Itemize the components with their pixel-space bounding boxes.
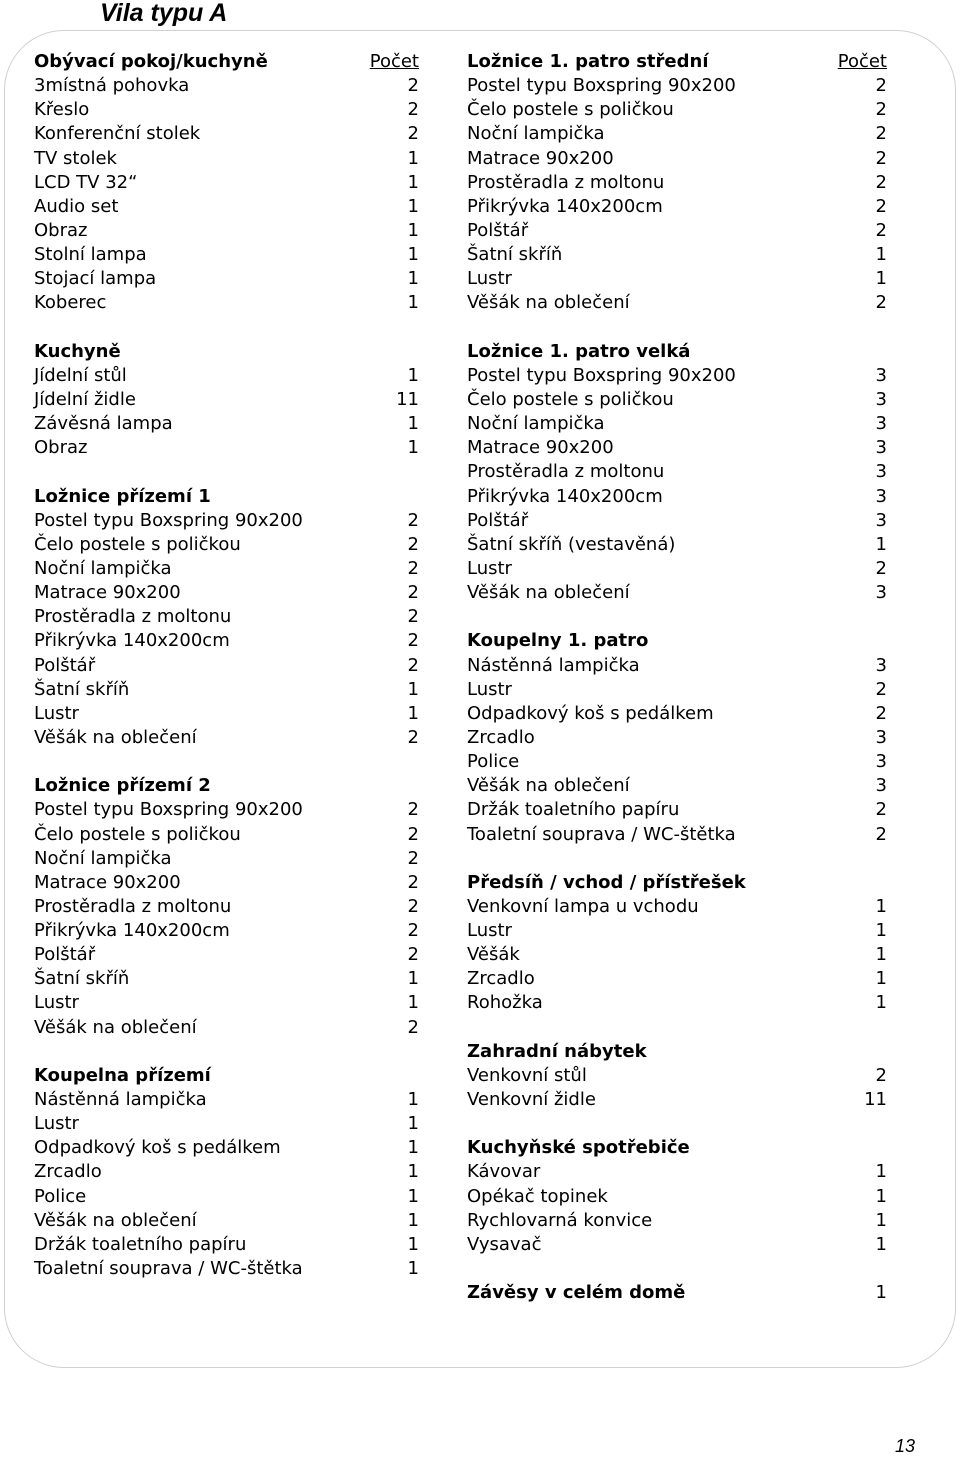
item-count: 2	[875, 147, 887, 169]
inventory-row	[467, 750, 887, 774]
item-name: Prostěradla z moltonu	[34, 606, 232, 628]
section-heading-text: Ložnice přízemí 2	[34, 775, 211, 797]
item-name: Křeslo	[34, 99, 90, 121]
item-name: Prostěradla z moltonu	[467, 461, 665, 483]
item-count: 2	[407, 1016, 419, 1038]
item-name: Vysavač	[467, 1233, 542, 1255]
item-name: TV stolek	[34, 147, 117, 169]
section-spacer	[467, 1257, 887, 1281]
item-name: Čelo postele s poličkou	[34, 823, 241, 845]
section-heading	[467, 1281, 887, 1305]
item-name: Polštář	[467, 219, 529, 241]
item-count: 1	[875, 533, 887, 555]
inventory-row	[34, 1160, 419, 1184]
inventory-row	[467, 1209, 887, 1233]
inventory-row	[467, 364, 887, 388]
inventory-row	[34, 943, 419, 967]
item-name: Rychlovarná konvice	[467, 1209, 653, 1231]
item-name: Držák toaletního papíru	[467, 799, 680, 821]
item-name: Venkovní židle	[467, 1089, 596, 1111]
item-count: 2	[407, 944, 419, 966]
inventory-row	[467, 460, 887, 484]
section-spacer	[467, 847, 887, 871]
inventory-row	[34, 581, 419, 605]
section-heading	[467, 50, 887, 74]
section-heading-text: Obývací pokoj/kuchyně	[34, 51, 268, 72]
item-count: 11	[396, 388, 419, 410]
item-count: 1	[407, 437, 419, 459]
inventory-row	[34, 654, 419, 678]
item-count: 2	[407, 582, 419, 604]
section-heading-text: Ložnice 1. patro velká	[467, 340, 691, 362]
item-count: 1	[875, 992, 887, 1014]
section-spacer	[34, 1040, 419, 1064]
inventory-row	[467, 412, 887, 436]
inventory-row	[467, 919, 887, 943]
item-name: 3místná pohovka	[34, 75, 190, 97]
section-heading-text: Kuchyňské spotřebiče	[467, 1137, 690, 1159]
inventory-row	[34, 678, 419, 702]
item-count: 2	[407, 654, 419, 676]
item-name: Šatní skříň	[34, 678, 130, 700]
inventory-row	[34, 243, 419, 267]
inventory-row	[34, 1136, 419, 1160]
inventory-row	[467, 943, 887, 967]
item-name: Polštář	[34, 944, 96, 966]
inventory-row	[34, 629, 419, 653]
inventory-row	[467, 195, 887, 219]
inventory-row	[34, 1088, 419, 1112]
item-name: Stojací lampa	[34, 268, 157, 290]
item-count: 1	[407, 1137, 419, 1159]
item-count: 1	[407, 1113, 419, 1135]
item-name: Venkovní lampa u vchodu	[467, 895, 699, 917]
inventory-row	[34, 1257, 419, 1281]
inventory-row	[467, 267, 887, 291]
item-name: Odpadkový koš s pedálkem	[34, 1137, 281, 1159]
item-count: 2	[407, 920, 419, 942]
inventory-row	[467, 726, 887, 750]
item-name: Obraz	[34, 437, 88, 459]
section-heading	[467, 1136, 887, 1160]
inventory-row	[467, 654, 887, 678]
inventory-row	[467, 122, 887, 146]
item-name: Šatní skříň (vestavěná)	[467, 533, 676, 555]
item-count: 1	[875, 920, 887, 942]
inventory-row	[34, 533, 419, 557]
inventory-row	[467, 1064, 887, 1088]
item-count: 1	[407, 992, 419, 1014]
item-name: Polštář	[34, 654, 96, 676]
item-count: 3	[875, 726, 887, 748]
item-count: 3	[875, 509, 887, 531]
inventory-row	[34, 919, 419, 943]
inventory-row	[467, 798, 887, 822]
item-count: 2	[875, 292, 887, 314]
item-name: Přikrývka 140x200cm	[467, 485, 663, 507]
section-heading-text: Kuchyně	[34, 340, 121, 362]
item-name: Držák toaletního papíru	[34, 1233, 247, 1255]
inventory-row	[467, 485, 887, 509]
item-count: 2	[407, 606, 419, 628]
item-name: Lustr	[467, 557, 512, 579]
inventory-row	[34, 267, 419, 291]
item-count: 2	[875, 823, 887, 845]
item-name: Šatní skříň	[34, 968, 130, 990]
inventory-row	[34, 219, 419, 243]
item-count: 3	[875, 485, 887, 507]
item-name: Lustr	[34, 992, 79, 1014]
item-name: Jídelní židle	[34, 388, 136, 410]
inventory-row	[467, 1233, 887, 1257]
item-count: 1	[407, 364, 419, 386]
inventory-row	[467, 581, 887, 605]
item-count: 2	[875, 799, 887, 821]
item-name: Zrcadlo	[467, 726, 535, 748]
item-count: 1	[407, 1233, 419, 1255]
inventory-row	[34, 195, 419, 219]
item-count: 2	[875, 99, 887, 121]
item-count: 1	[407, 147, 419, 169]
inventory-row	[467, 291, 887, 315]
section-heading-text: Koupelna přízemí	[34, 1064, 211, 1086]
inventory-row	[467, 895, 887, 919]
item-name: Postel typu Boxspring 90x200	[467, 75, 736, 97]
inventory-row	[34, 1233, 419, 1257]
item-count: 1	[875, 944, 887, 966]
inventory-row	[467, 388, 887, 412]
section-heading	[467, 1040, 887, 1064]
item-count: 11	[864, 1089, 887, 1111]
section-heading-text: Závěsy v celém domě	[467, 1282, 686, 1304]
inventory-row	[467, 147, 887, 171]
item-name: Nástěnná lampička	[34, 1089, 207, 1111]
inventory-row	[467, 967, 887, 991]
inventory-row	[467, 74, 887, 98]
item-name: Věšák na oblečení	[467, 292, 630, 314]
item-name: Audio set	[34, 195, 119, 217]
inventory-row	[34, 798, 419, 822]
item-name: Jídelní stůl	[34, 364, 127, 386]
item-count: 2	[875, 123, 887, 145]
item-name: Lustr	[34, 702, 79, 724]
inventory-row	[34, 991, 419, 1015]
inventory-row	[467, 991, 887, 1015]
item-count: 3	[875, 413, 887, 435]
inventory-row	[34, 122, 419, 146]
item-count: 3	[875, 582, 887, 604]
inventory-row	[34, 412, 419, 436]
inventory-row	[34, 605, 419, 629]
item-count: 3	[875, 654, 887, 676]
section-spacer	[34, 460, 419, 484]
item-name: Postel typu Boxspring 90x200	[34, 509, 303, 531]
section-heading	[467, 340, 887, 364]
item-name: Věšák	[467, 944, 520, 966]
item-name: Matrace 90x200	[34, 582, 181, 604]
item-count: 1	[407, 195, 419, 217]
item-name: Kávovar	[467, 1161, 541, 1183]
item-count: 1	[875, 1282, 887, 1304]
item-name: Matrace 90x200	[467, 437, 614, 459]
inventory-row	[34, 1209, 419, 1233]
section-spacer	[34, 316, 419, 340]
item-count: 2	[407, 533, 419, 555]
item-count: 1	[875, 968, 887, 990]
item-name: Noční lampička	[467, 123, 605, 145]
item-count: 1	[407, 678, 419, 700]
item-count: 2	[875, 557, 887, 579]
inventory-row	[467, 1160, 887, 1184]
item-name: Věšák na oblečení	[467, 775, 630, 797]
item-name: Noční lampička	[467, 413, 605, 435]
item-name: Věšák na oblečení	[34, 1016, 197, 1038]
item-name: Přikrývka 140x200cm	[34, 630, 230, 652]
item-name: Opékač topinek	[467, 1185, 608, 1207]
inventory-row	[34, 895, 419, 919]
item-count: 2	[875, 195, 887, 217]
item-name: Šatní skříň	[467, 244, 563, 266]
item-name: Toaletní souprava / WC-štětka	[34, 1258, 303, 1280]
item-count: 2	[875, 171, 887, 193]
item-name: Prostěradla z moltonu	[467, 171, 665, 193]
item-count: 1	[875, 1209, 887, 1231]
item-count: 1	[875, 1161, 887, 1183]
count-column-label: Počet	[369, 51, 419, 72]
inventory-row	[467, 774, 887, 798]
item-name: Odpadkový koš s pedálkem	[467, 702, 714, 724]
item-count: 2	[407, 630, 419, 652]
item-count: 3	[875, 751, 887, 773]
item-name: Lustr	[467, 920, 512, 942]
item-count: 2	[875, 702, 887, 724]
item-count: 2	[407, 895, 419, 917]
section-heading	[34, 485, 419, 509]
item-name: Polštář	[467, 509, 529, 531]
section-heading-text: Ložnice 1. patro střední	[467, 51, 709, 72]
section-heading-text: Předsíň / vchod / přístřešek	[467, 871, 746, 893]
item-count: 2	[407, 823, 419, 845]
item-count: 1	[407, 413, 419, 435]
item-name: Prostěradla z moltonu	[34, 895, 232, 917]
item-count: 1	[407, 1209, 419, 1231]
inventory-row	[467, 557, 887, 581]
item-name: Postel typu Boxspring 90x200	[34, 799, 303, 821]
inventory-row	[34, 726, 419, 750]
item-name: Přikrývka 140x200cm	[467, 195, 663, 217]
item-name: Lustr	[467, 268, 512, 290]
item-count: 1	[407, 219, 419, 241]
item-name: Rohožka	[467, 992, 543, 1014]
item-count: 1	[875, 1185, 887, 1207]
item-name: Police	[34, 1185, 87, 1207]
inventory-row	[34, 557, 419, 581]
section-heading	[34, 774, 419, 798]
inventory-row	[34, 147, 419, 171]
item-name: Přikrývka 140x200cm	[34, 920, 230, 942]
item-name: Zrcadlo	[467, 968, 535, 990]
item-count: 2	[875, 1064, 887, 1086]
inventory-row	[467, 533, 887, 557]
inventory-row	[467, 678, 887, 702]
item-name: Obraz	[34, 219, 88, 241]
section-heading	[34, 340, 419, 364]
section-spacer	[467, 605, 887, 629]
item-name: Věšák na oblečení	[34, 1209, 197, 1231]
item-name: Lustr	[34, 1113, 79, 1135]
item-name: Noční lampička	[34, 557, 172, 579]
item-name: Věšák na oblečení	[34, 726, 197, 748]
inventory-row	[34, 291, 419, 315]
item-count: 3	[875, 388, 887, 410]
section-spacer	[467, 1016, 887, 1040]
inventory-row	[34, 871, 419, 895]
section-heading	[34, 50, 419, 74]
section-heading-text: Zahradní nábytek	[467, 1040, 647, 1062]
item-name: Koberec	[34, 292, 107, 314]
inventory-row	[34, 98, 419, 122]
page-number: 13	[895, 1436, 916, 1456]
item-count: 2	[875, 75, 887, 97]
item-name: Čelo postele s poličkou	[467, 388, 674, 410]
inventory-row	[34, 1112, 419, 1136]
inventory-row	[34, 823, 419, 847]
item-count: 1	[875, 1233, 887, 1255]
inventory-row	[34, 1016, 419, 1040]
inventory-row	[34, 847, 419, 871]
inventory-row	[467, 1088, 887, 1112]
section-spacer	[467, 316, 887, 340]
inventory-row	[467, 702, 887, 726]
item-count: 1	[407, 171, 419, 193]
item-name: Stolní lampa	[34, 244, 147, 266]
inventory-row	[34, 388, 419, 412]
item-name: Čelo postele s poličkou	[467, 99, 674, 121]
item-count: 1	[407, 244, 419, 266]
item-count: 2	[407, 799, 419, 821]
item-name: Matrace 90x200	[467, 147, 614, 169]
item-name: Police	[467, 751, 520, 773]
item-name: Zrcadlo	[34, 1161, 102, 1183]
right-column	[467, 50, 887, 1305]
item-count: 2	[407, 123, 419, 145]
left-column	[34, 50, 419, 1281]
inventory-row	[34, 509, 419, 533]
inventory-row	[34, 436, 419, 460]
item-count: 3	[875, 461, 887, 483]
inventory-row	[467, 98, 887, 122]
item-name: Toaletní souprava / WC-štětka	[467, 823, 736, 845]
inventory-row	[467, 436, 887, 460]
item-count: 1	[407, 702, 419, 724]
section-heading	[467, 871, 887, 895]
section-heading	[467, 629, 887, 653]
item-count: 1	[407, 1185, 419, 1207]
item-name: Závěsná lampa	[34, 413, 173, 435]
item-count: 1	[407, 292, 419, 314]
item-count: 3	[875, 775, 887, 797]
inventory-row	[467, 509, 887, 533]
section-spacer	[467, 1112, 887, 1136]
inventory-row	[467, 243, 887, 267]
item-name: Venkovní stůl	[467, 1064, 587, 1086]
item-count: 1	[875, 268, 887, 290]
item-count: 1	[407, 968, 419, 990]
item-count: 2	[407, 509, 419, 531]
inventory-row	[467, 171, 887, 195]
item-count: 2	[407, 557, 419, 579]
section-heading	[34, 1064, 419, 1088]
inventory-row	[467, 219, 887, 243]
inventory-row	[467, 823, 887, 847]
item-name: Čelo postele s poličkou	[34, 533, 241, 555]
item-name: Věšák na oblečení	[467, 582, 630, 604]
count-column-label: Počet	[837, 51, 887, 72]
item-count: 1	[875, 895, 887, 917]
item-count: 3	[875, 364, 887, 386]
item-name: Konferenční stolek	[34, 123, 201, 145]
inventory-row	[34, 171, 419, 195]
item-count: 2	[407, 75, 419, 97]
item-name: Lustr	[467, 678, 512, 700]
item-name: Noční lampička	[34, 847, 172, 869]
item-count: 2	[875, 678, 887, 700]
inventory-row	[467, 1185, 887, 1209]
page-title: Vila typu A	[100, 0, 228, 27]
inventory-row	[34, 967, 419, 991]
item-count: 3	[875, 437, 887, 459]
item-count: 1	[407, 1089, 419, 1111]
item-name: Postel typu Boxspring 90x200	[467, 364, 736, 386]
item-name: LCD TV 32“	[34, 171, 138, 193]
inventory-row	[34, 74, 419, 98]
item-count: 1	[407, 268, 419, 290]
item-count: 2	[407, 99, 419, 121]
item-count: 2	[875, 219, 887, 241]
item-name: Nástěnná lampička	[467, 654, 640, 676]
item-count: 1	[407, 1258, 419, 1280]
inventory-row	[34, 1185, 419, 1209]
item-count: 2	[407, 847, 419, 869]
item-count: 1	[875, 244, 887, 266]
inventory-row	[34, 364, 419, 388]
item-count: 1	[407, 1161, 419, 1183]
item-count: 2	[407, 726, 419, 748]
section-heading-text: Ložnice přízemí 1	[34, 485, 211, 507]
section-spacer	[34, 750, 419, 774]
section-heading-text: Koupelny 1. patro	[467, 630, 649, 652]
inventory-row	[34, 702, 419, 726]
item-name: Matrace 90x200	[34, 871, 181, 893]
item-count: 2	[407, 871, 419, 893]
